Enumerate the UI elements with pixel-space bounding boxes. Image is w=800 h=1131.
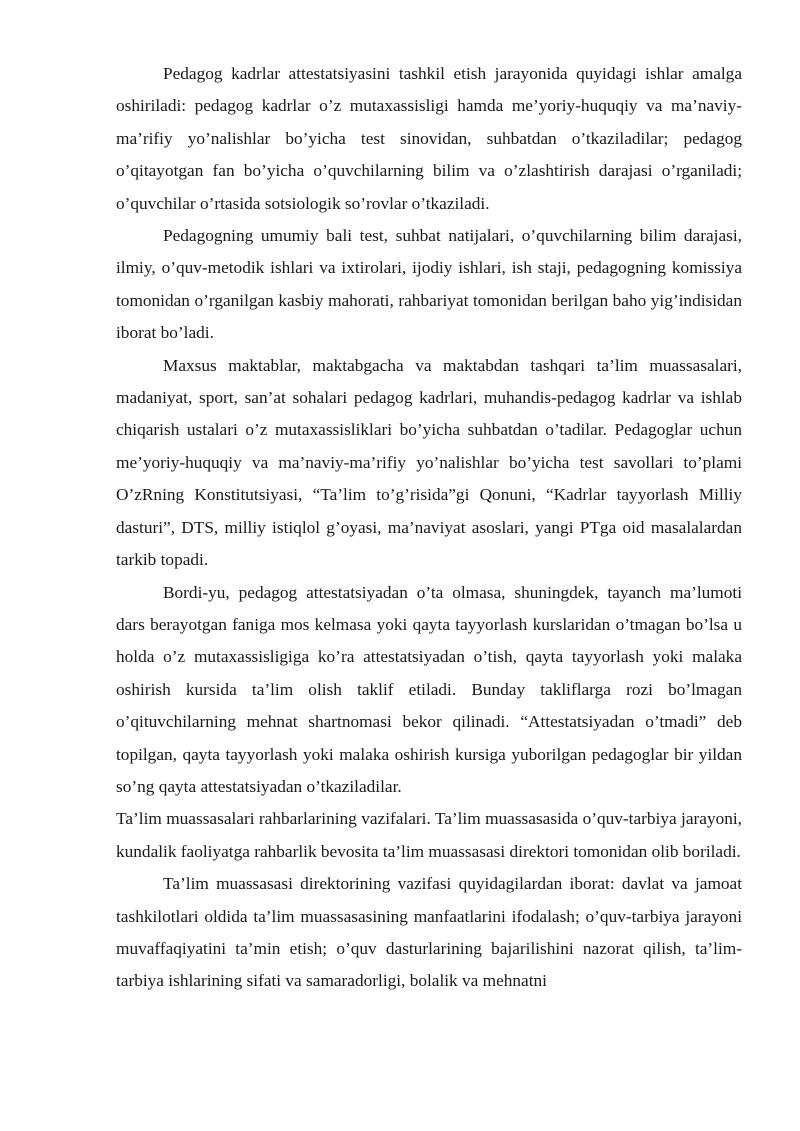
paragraph-failed-attestation: Bordi-yu, pedagog attestatsiyadan o’ta olmasa, shuningdek, tayanch ma’lumoti dars berayotgan faniga mos kelmasa yoki qayta tayyorlash kurslaridan o’tmagan bo’lsa u holda o’z mutaxassisligiga ko’ra attestatsiyadan o’tish, qayta tayyorlash yoki malaka oshirish kursida ta’lim olish taklif etiladi. Bunday takliflarga rozi bo’lmagan o’qituvchilarning mehnat shartnomasi bekor qilinadi. “Attestatsiyadan o’tmadi” deb topilgan, qayta tayyorlash yoki malaka oshirish kursiga yuborilgan pedagoglar bir yildan so’ng qayta attestatsiyadan o’tkaziladilar. (116, 582, 742, 796)
paragraph-director-duties: Ta’lim muassasasi direktorining vazifasi quyidagilardan iborat: davlat va jamoat tashkilotlari oldida ta’lim muassasasining manfaatlarini ifodalash; o’quv-tarbiya jarayoni muvaffaqiyatini ta’min etish; o’quv dasturlarining bajarilishini nazorat qilish, ta’lim-tarbiya ishlarining sifati va samaradorligi, bolalik va mehnatni (116, 874, 742, 991)
paragraph-leader-duties: Ta’lim muassasalari rahbarlarining vazifalari. Ta’lim muassasasida o’quv-tarbiya jarayoni, kundalik faoliyatga rahbarlik bevosita ta’lim muassasasi direktori tomonidan olib boriladi. (116, 809, 742, 861)
paragraph-special-schools: Maxsus maktablar, maktabgacha va maktabdan tashqari ta’lim muassasalari, madaniyat, sport, san’at sohalari pedagog kadrlari, muhandis-pedagog kadrlar va ishlab chiqarish ustalari o’z mutaxassisliklari bo’yicha suhbatdan o’tadilar. Pedagoglar uchun me’yoriy-huquqiy va ma’naviy-ma’rifiy yo’nalishlar bo’yicha test savollari to’plami O’zRning Konstitutsiyasi, “Ta’lim to’g’risida”gi Qonuni, “Kadrlar tayyorlash Milliy dasturi”, DTS, milliy istiqlol g’oyasi, ma’naviyat asoslari, yangi PTga oid masalalardan tarkib topadi. (116, 355, 742, 570)
paragraph-attestation-process: Pedagog kadrlar attestatsiyasini tashkil etish jarayonida quyidagi ishlar amalga oshiriladi: pedagog kadrlar o’z mutaxassisligi hamda me’yoriy-huquqiy va ma’naviy-ma’rifiy yo’nalishlar bo’yicha test sinovidan, suhbatdan o’tkaziladilar; pedagog o’qitayotgan fan bo’yicha o’quvchilarning bilim va o’zlashtirish darajasi o’rganiladi; o’quvchilar o’rtasida sotsiologik so’rovlar o’tkaziladi. (116, 64, 742, 213)
document-page (116, 58, 742, 998)
paragraph-overall-score: Pedagogning umumiy bali test, suhbat natijalari, o’quvchilarning bilim darajasi, ilmiy, o’quv-metodik ishlari va ixtirolari, ijodiy ishlari, ish staji, pedagogning komissiya tomonidan o’rganilgan kasbiy mahorati, rahbariyat tomonidan berilgan baho yig’indisidan iborat bo’ladi. (116, 226, 742, 343)
